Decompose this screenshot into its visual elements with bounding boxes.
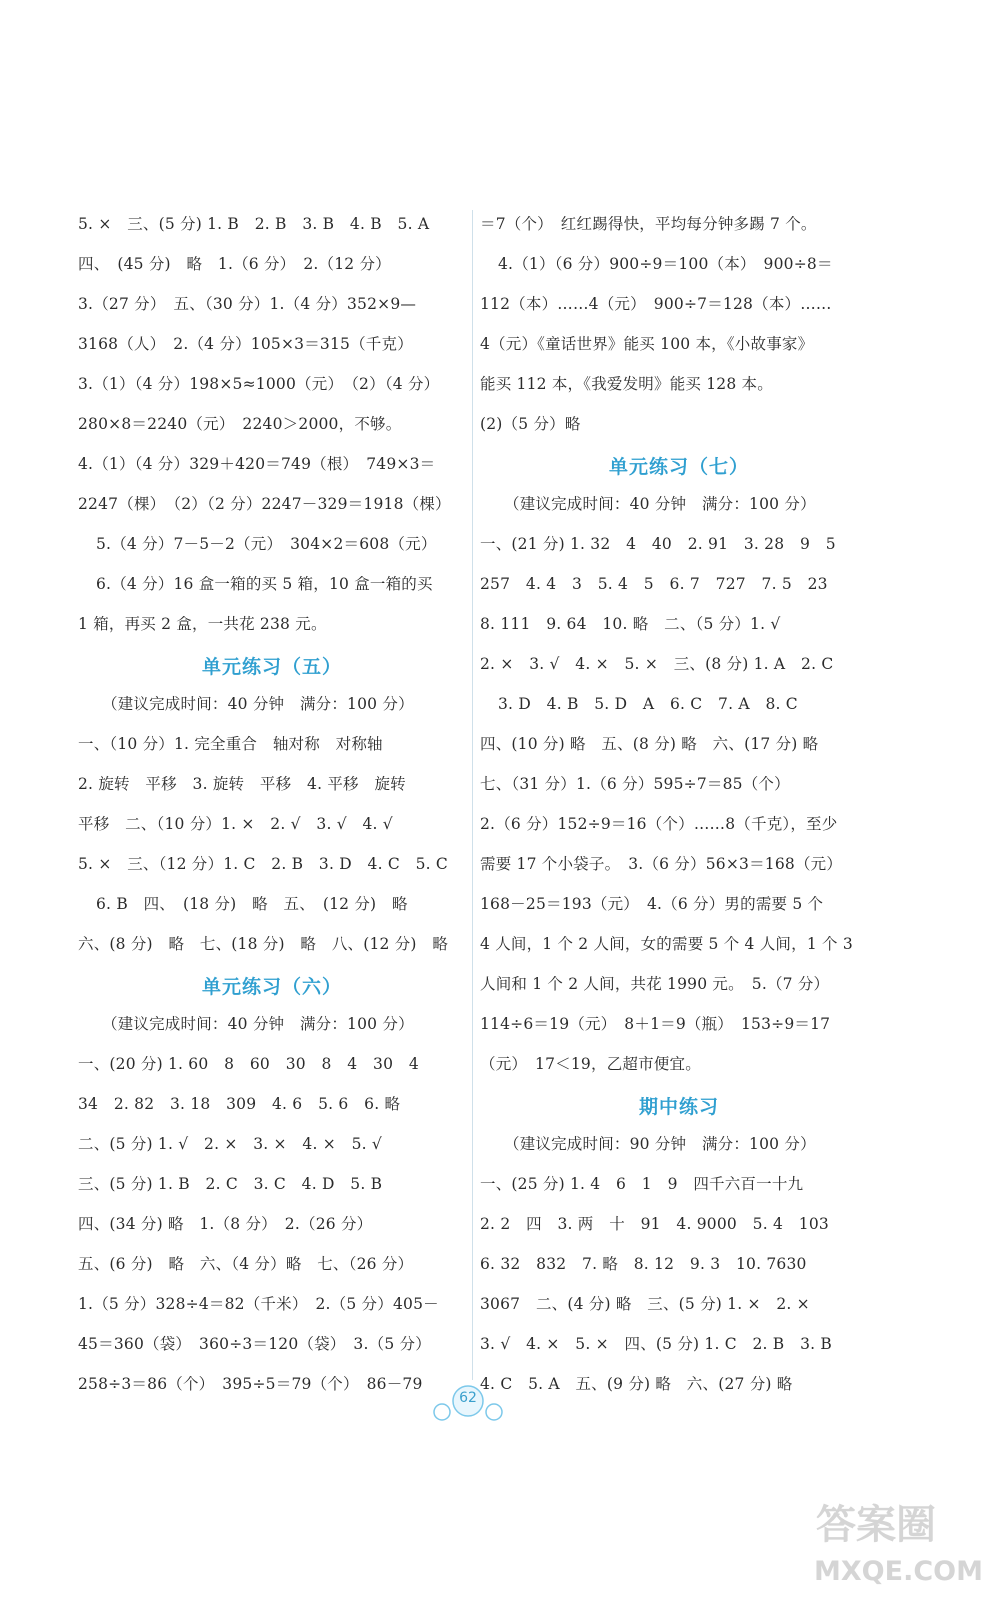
answer-line: 四、(34 分) 略 1.（8 分） 2.（26 分） bbox=[78, 1215, 373, 1233]
answer-line: 2.（6 分）152÷9＝16（个）……8（千克），至少 bbox=[480, 815, 838, 833]
answer-line: 6. 32 832 7. 略 8. 12 9. 3 10. 7630 bbox=[480, 1255, 807, 1273]
answer-line: 4.（1）（6 分）900÷9＝100（本） 900÷8＝ bbox=[498, 255, 833, 273]
section-heading-unit5: 单元练习（五） bbox=[201, 656, 342, 678]
answer-line: （元） 17＜19，乙超市便宜。 bbox=[480, 1055, 701, 1073]
answer-line: 5. × 三、（12 分）1. C 2. B 3. D 4. C 5. C bbox=[78, 855, 448, 873]
svg-text:MXQE.COM: MXQE.COM bbox=[814, 1556, 983, 1587]
answer-line: 6.（4 分）16 盒一箱的买 5 箱，10 盒一箱的买 bbox=[96, 575, 433, 593]
column-divider bbox=[472, 210, 473, 1380]
answer-line: 一、(25 分) 1. 4 6 1 9 四千六百一十九 bbox=[480, 1175, 804, 1193]
answer-line: 114÷6＝19（元） 8＋1＝9（瓶） 153÷9＝17 bbox=[480, 1015, 831, 1033]
answer-line: 2. 2 四 3. 两 十 91 4. 9000 5. 4 103 bbox=[480, 1215, 829, 1233]
answer-line: 5.（4 分）7－5－2（元） 304×2＝608（元） bbox=[96, 535, 437, 553]
answer-line: 6. B 四、 (18 分) 略 五、 (12 分) 略 bbox=[96, 895, 408, 913]
section-heading-midterm: 期中练习 bbox=[638, 1096, 719, 1118]
watermark-icon bbox=[810, 1490, 985, 1590]
answer-line: 四、 (45 分) 略 1.（6 分） 2.（12 分） bbox=[78, 255, 391, 273]
section-note: （建议完成时间：40 分钟 满分：100 分） bbox=[102, 695, 414, 713]
answer-line: 三、(5 分) 1. B 2. C 3. C 4. D 5. B bbox=[78, 1175, 383, 1193]
answer-line: 人间和 1 个 2 人间，共花 1990 元。 5.（7 分） bbox=[480, 975, 830, 993]
answer-line: 2. × 3. √ 4. × 5. × 三、(8 分) 1. A 2. C bbox=[480, 655, 834, 673]
answer-line: 3. √ 4. × 5. × 四、(5 分) 1. C 2. B 3. B bbox=[480, 1335, 832, 1353]
answer-line: 3067 二、(4 分) 略 三、(5 分) 1. × 2. × bbox=[480, 1295, 810, 1313]
answer-line: 168－25＝193（元） 4.（6 分）男的需要 5 个 bbox=[480, 895, 824, 913]
answer-line: 45＝360（袋） 360÷3＝120（袋） 3.（5 分） bbox=[78, 1335, 431, 1353]
answer-line: 5. × 三、(5 分) 1. B 2. B 3. B 4. B 5. A bbox=[78, 215, 430, 233]
answer-line: 8. 111 9. 64 10. 略 二、（5 分）1. √ bbox=[480, 615, 781, 633]
answer-line: 34 2. 82 3. 18 309 4. 6 5. 6 6. 略 bbox=[78, 1095, 401, 1113]
answer-line: 4 人间，1 个 2 人间，女的需要 5 个 4 人间，1 个 3 bbox=[480, 935, 853, 953]
answer-line: 280×8＝2240（元） 2240＞2000，不够。 bbox=[78, 415, 402, 433]
answer-line: 能买 112 本，《我爱发明》能买 128 本。 bbox=[480, 375, 773, 393]
answer-line: 一、(21 分) 1. 32 4 40 2. 91 3. 28 9 5 bbox=[480, 535, 836, 553]
answer-line: ＝7（个） 红红踢得快，平均每分钟多踢 7 个。 bbox=[480, 215, 817, 233]
answer-line: (2)（5 分）略 bbox=[480, 415, 581, 433]
answer-line: 七、（31 分）1.（6 分）595÷7＝85（个） bbox=[480, 775, 790, 793]
answer-line: 112（本）……4（元） 900÷7＝128（本）…… bbox=[480, 295, 832, 313]
answer-line: 一、(20 分) 1. 60 8 60 30 8 4 30 4 bbox=[78, 1055, 419, 1073]
answer-line: 四、(10 分) 略 五、(8 分) 略 六、(17 分) 略 bbox=[480, 735, 819, 753]
answer-line: 一、（10 分）1. 完全重合 轴对称 对称轴 bbox=[78, 735, 383, 753]
answer-line: 2. 旋转 平移 3. 旋转 平移 4. 平移 旋转 bbox=[78, 775, 406, 793]
answer-line: 五、(6 分) 略 六、（4 分）略 七、（26 分） bbox=[78, 1255, 414, 1273]
right-column bbox=[480, 208, 878, 1408]
answer-line: 257 4. 4 3 5. 4 5 6. 7 727 7. 5 23 bbox=[480, 575, 828, 593]
left-column bbox=[78, 208, 466, 1408]
watermark-logo bbox=[810, 1490, 985, 1590]
svg-text:答案圈: 答案圈 bbox=[816, 1502, 936, 1548]
answer-line: 3.（27 分） 五、（30 分）1.（4 分）352×9— bbox=[78, 295, 417, 313]
answer-line: 3.（1）（4 分）198×5≈1000（元） （2）（4 分） bbox=[78, 375, 440, 393]
answer-line: 3. D 4. B 5. D A 6. C 7. A 8. C bbox=[498, 695, 798, 713]
answer-line: 3168（人） 2.（4 分）105×3＝315（千克） bbox=[78, 335, 413, 353]
answer-line: 平移 二、（10 分）1. × 2. √ 3. √ 4. √ bbox=[78, 815, 393, 833]
answer-line: 需要 17 个小袋子。 3.（6 分）56×3＝168（元） bbox=[480, 855, 843, 873]
answer-line: 1 箱，再买 2 盒，一共花 238 元。 bbox=[78, 615, 327, 633]
answer-line: 六、(8 分) 略 七、(18 分) 略 八、(12 分) 略 bbox=[78, 935, 449, 953]
section-heading-unit7: 单元练习（七） bbox=[608, 456, 749, 478]
answer-line: 4（元）《童话世界》能买 100 本，《小故事家》 bbox=[480, 335, 814, 353]
page-number-badge bbox=[428, 1384, 508, 1424]
answer-line: 4.（1）（4 分）329＋420＝749（根） 749×3＝ bbox=[78, 455, 436, 473]
answer-line: 2247（棵） （2）（2 分）2247－329＝1918（棵） bbox=[78, 495, 451, 513]
page-number: 62 bbox=[459, 1390, 477, 1406]
section-heading-unit6: 单元练习（六） bbox=[201, 976, 342, 998]
section-note: （建议完成时间：90 分钟 满分：100 分） bbox=[504, 1135, 816, 1153]
answer-line: 258÷3＝86（个） 395÷5＝79（个） 86－79 bbox=[78, 1375, 423, 1393]
section-note: （建议完成时间：40 分钟 满分：100 分） bbox=[102, 1015, 414, 1033]
section-note: （建议完成时间：40 分钟 满分：100 分） bbox=[504, 495, 816, 513]
answer-line: 二、(5 分) 1. √ 2. × 3. × 4. × 5. √ bbox=[78, 1135, 383, 1153]
answer-line: 4. C 5. A 五、(9 分) 略 六、(27 分) 略 bbox=[480, 1375, 793, 1393]
answer-line: 1.（5 分）328÷4＝82（千米） 2.（5 分）405－ bbox=[78, 1295, 439, 1313]
